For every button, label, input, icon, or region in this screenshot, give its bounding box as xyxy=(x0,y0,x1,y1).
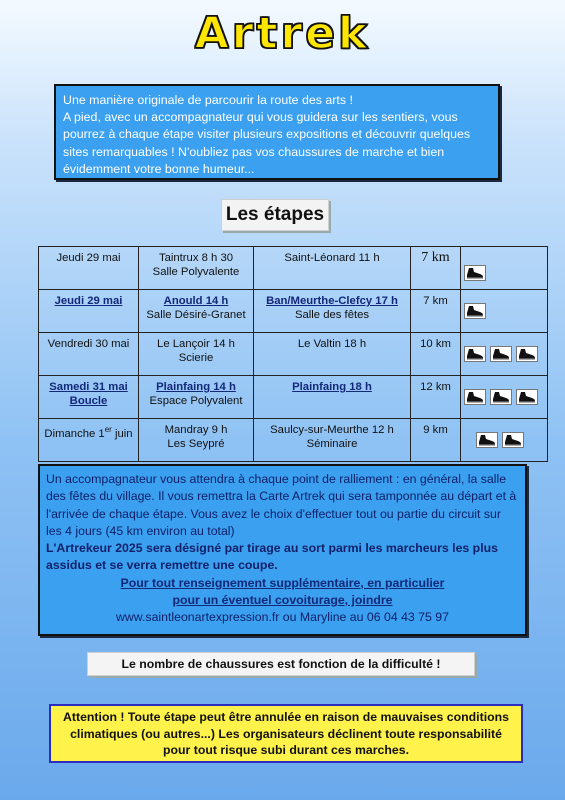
stage-distance: 12 km xyxy=(411,376,461,419)
stage-date: Jeudi 29 mai xyxy=(39,290,139,333)
table-row xyxy=(39,333,548,376)
hiking-shoe-icon xyxy=(464,265,486,281)
stage-end-place: Ban/Meurthe-Clefcy 17 h xyxy=(266,295,398,307)
stage-start xyxy=(139,247,254,290)
stage-date-note: Boucle xyxy=(69,395,108,407)
stage-distance-value: 7 km xyxy=(421,250,450,265)
intro-text: Une manière originale de parcourir la route des arts ! A pied, avec un accompagnateur qui vous guidera sur les sentiers, vous pourrez à chaque étape visiter plusieurs expositions et découvrir quelques sites remarquables ! N'oubliez pas vos chaussures de marche et bien évidemment votre bonne humeur... xyxy=(63,93,471,176)
stage-end xyxy=(254,419,411,462)
stage-start-place: Mandray 9 h xyxy=(164,424,228,436)
stage-start xyxy=(139,333,254,376)
stage-difficulty xyxy=(461,333,548,376)
info-contact-heading-2: pour un éventuel covoiturage, joindre xyxy=(172,593,393,608)
info-paragraph: Un accompagnateur vous attendra à chaque point de ralliement : en général, la salle des fêtes du village. Il vous remettra la Carte Artrek qui sera tamponnée au départ et à l'arrivée de chaque étape. Vous avez le choix d'effectuer tout ou partie du circuit sur les 4 jours (45 km environ au total) xyxy=(46,472,517,538)
page-title: Artrek xyxy=(194,8,371,59)
info-contact-heading-1: Pour tout renseignement supplémentaire, en particulier xyxy=(120,575,445,590)
hiking-shoe-icon xyxy=(502,432,524,448)
stage-start xyxy=(139,376,254,419)
table-row xyxy=(39,247,548,290)
info-box xyxy=(38,464,527,636)
stage-start-place: Le Lançoir 14 h xyxy=(157,338,235,350)
hiking-shoe-icon xyxy=(490,389,512,405)
stage-end-venue: Séminaire xyxy=(306,438,358,450)
stage-date-month: juin xyxy=(111,427,133,440)
hiking-shoe-icon xyxy=(464,389,486,405)
hiking-shoe-icon xyxy=(464,303,486,319)
shoe-row xyxy=(464,346,544,362)
difficulty-note: Le nombre de chaussures est fonction de la difficulté ! xyxy=(87,652,475,676)
shoe-row xyxy=(464,303,544,319)
stage-start-place: Plainfaing 14 h xyxy=(156,381,236,393)
hiking-shoe-icon xyxy=(476,432,498,448)
stage-distance: 7 km xyxy=(411,290,461,333)
hiking-shoe-icon xyxy=(490,346,512,362)
stage-end xyxy=(254,376,411,419)
stage-date: Vendredi 30 mai xyxy=(39,333,139,376)
stage-end-place: Saint-Léonard 11 h xyxy=(284,252,380,264)
stage-start-venue: Salle Polyvalente xyxy=(152,266,240,278)
hiking-shoe-icon xyxy=(516,346,538,362)
stage-distance: 9 km xyxy=(411,419,461,462)
stage-difficulty xyxy=(461,419,548,462)
hiking-shoe-icon xyxy=(516,389,538,405)
info-contact: www.saintleonartexpression.fr ou Maryline au 06 04 43 75 97 xyxy=(116,610,449,625)
table-row xyxy=(39,290,548,333)
info-prize: L'Artrekeur 2025 sera désigné par tirage au sort parmi les marcheurs les plus assidus et se verra remettre une coupe. xyxy=(46,541,498,573)
shoe-row xyxy=(464,265,544,281)
stage-difficulty xyxy=(461,247,548,290)
stage-end xyxy=(254,333,411,376)
stage-date-day: Dimanche 1 xyxy=(44,427,105,440)
intro-box xyxy=(54,84,500,180)
stage-start-place: Anould 14 h xyxy=(163,295,229,307)
shoe-row xyxy=(464,389,544,405)
stage-start-venue: Les Seypré xyxy=(167,438,225,450)
stage-end-place: Saulcy-sur-Meurthe 12 h xyxy=(270,424,394,436)
stage-end xyxy=(254,290,411,333)
stage-end xyxy=(254,247,411,290)
shoe-row xyxy=(464,432,544,448)
stage-distance: 10 km xyxy=(411,333,461,376)
table-row xyxy=(39,376,548,419)
table-row xyxy=(39,419,548,462)
stage-start xyxy=(139,419,254,462)
stage-date xyxy=(39,376,139,419)
stage-difficulty xyxy=(461,376,548,419)
stage-date: Jeudi 29 mai xyxy=(39,247,139,290)
stage-start-venue: Scierie xyxy=(178,352,214,364)
stage-date-ordinal: er xyxy=(104,425,112,434)
section-title-stages: Les étapes xyxy=(221,199,329,231)
hiking-shoe-icon xyxy=(464,346,486,362)
stage-start xyxy=(139,290,254,333)
stage-distance xyxy=(411,247,461,290)
stage-start-venue: Salle Désiré-Granet xyxy=(146,309,246,321)
stage-end-place: Le Valtin 18 h xyxy=(297,338,367,350)
stage-date xyxy=(39,419,139,462)
warning-box: Attention ! Toute étape peut être annulée en raison de mauvaises conditions climatiques (ou autres...) Les organisateurs déclinent toute responsabilité pour tout risque subi durant ces marches. xyxy=(49,704,523,763)
stage-start-place: Taintrux 8 h 30 xyxy=(158,252,234,264)
stage-end-venue: Salle des fêtes xyxy=(294,309,370,321)
stage-start-venue: Espace Polyvalent xyxy=(149,395,243,407)
stage-end-place: Plainfaing 18 h xyxy=(292,381,372,393)
stage-difficulty xyxy=(461,290,548,333)
stages-table xyxy=(38,246,548,462)
stage-date-day: Samedi 31 mai xyxy=(49,381,128,393)
